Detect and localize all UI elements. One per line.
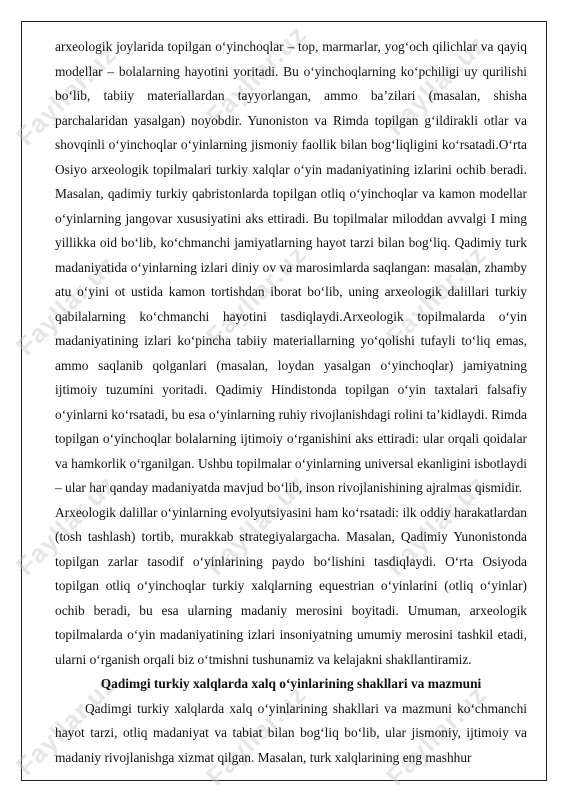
body-paragraph: Qadimgi turkiy xalqlarda xalq o‘yinlarining shakllari va mazmuni ko‘chmanchi hayot tarzi, otliq madaniyat va tabiat bilan bog‘liq bo‘lib, ular jismoniy, ijtimoiy va madaniy rivojlanishga xizmat qilgan. Masalan, turk xalqlarining eng mashhur — [55, 700, 527, 765]
watermark: Fayllar.uz — [200, 239, 313, 352]
watermark: Fayllar.uz — [10, 249, 123, 362]
watermark: Fayllar.uz — [200, 469, 313, 582]
watermark: Fayllar.uz — [380, 679, 493, 792]
watermark: Fayllar.uz — [200, 19, 313, 132]
watermark: Fayllar.uz — [10, 669, 123, 782]
watermark: Fayllar.uz — [200, 679, 313, 792]
watermark: Fayllar.uz — [10, 469, 123, 582]
body-paragraph: arxeologik joylarida topilgan o‘yinchoqlar – top, marmarlar, yog‘och qilichlar va qayiq modellar – bolalarning hayotini yoritadi. Bu o‘yinchoqlarning ko‘pchiligi uy qurilishi bo‘lib, tabiiy materiallardan tayyorlangan, ammo ba’zilari (masalan, shisha parchalaridan yasalgan) noyobdir. Yunoniston va Rimda topilgan g‘ildirakli otlar va shovqinli o‘yinchoqlar o‘yinlarning jismoniy faollik bilan bog‘liqligini ko‘rsatadi.O‘rta Osiyo arxeologik topilmalari turkiy xalqlar o‘yin madaniyatining izlarini ochib beradi. Masalan, qadimiy turkiy qabristonlarda topilgan otliq o‘yinchoqlar va kamon modellar o‘yinlarning jangovar xususiyatini aks ettiradi. Bu topilmalar miloddan avvalgi I ming yillikka oid bo‘lib, ko‘chmanchi jamiyatlarning hayot tarzi bilan bog‘liq. Qadimiy turk madaniyatida o‘yinlarning izlari diniy ov va marosimlarda saqlangan: masalan, zhamby atu o‘yini ot ustida kamon tortishdan iborat bo‘lib, uning arxeologik dalillari turkiy qabilalarning ko‘chmanchi hayotini tasdiqlaydi.Arxeologik topilmalarda o‘yin madaniyatining izlari ko‘pincha tabiiy materiallarning yo‘qolishi tufayli to‘liq emas, ammo saqlanib qolganlari (masalan, loydan yasalgan o‘yinchoqlar) jamiyatning ijtimoiy tuzumini yoritadi. Qadimiy Hindistonda topilgan o‘yin taxtalari falsafiy o‘yinlarni ko‘rsatadi, bu esa o‘yinlarning ruhiy rivojlanishdagi rolini ta’kidlaydi. Rimda topilgan o‘yinchoqlar bolalarning ijtimoiy o‘rganishini aks ettiradi: ular orqali qoidalar va hamkorlik o‘rganilgan. Ushbu topilmalar o‘yinlarning universal ekanligini isbotlaydi – ular har qanday madaniyatda mavjud bo‘lib, inson rivojlanishining ajralmas qismidir. — [55, 39, 527, 495]
watermark: Fayllar.uz — [380, 29, 493, 142]
watermark: Fayllar.uz — [380, 469, 493, 582]
body-paragraph: Arxeologik dalillar o‘yinlarning evolyutsiyasini ham ko‘rsatadi: ilk oddiy harakatlardan (tosh tashlash) tortib, murakkab strategiyalargacha. Masalan, Qadimiy Yunonistonda topilgan zarlar tasodif o‘yinlarining paydo bo‘lishini tasdiqlaydi. O‘rta Osiyoda topilgan otliq o‘yinchoqlar turkiy xalqlarning equestrian o‘yinlarini (otliq o‘yinlar) ochib beradi, bu esa ularning madaniy merosini boyitadi. Umuman, arxeologik topilmalarda o‘yin madaniyatining izlari insoniyatning umumiy merosini tashkil etadi, ularni o‘rganish orqali biz o‘tmishni tushunamiz va kelajakni shakllantiramiz. — [55, 504, 527, 667]
watermark: Fayllar.uz — [380, 239, 493, 352]
section-heading: Qadimgi turkiy xalqlarda xalq o‘yinlarining shakllari va mazmuni — [100, 676, 482, 691]
document-body — [55, 35, 527, 770]
watermark: Fayllar.uz — [10, 39, 123, 152]
